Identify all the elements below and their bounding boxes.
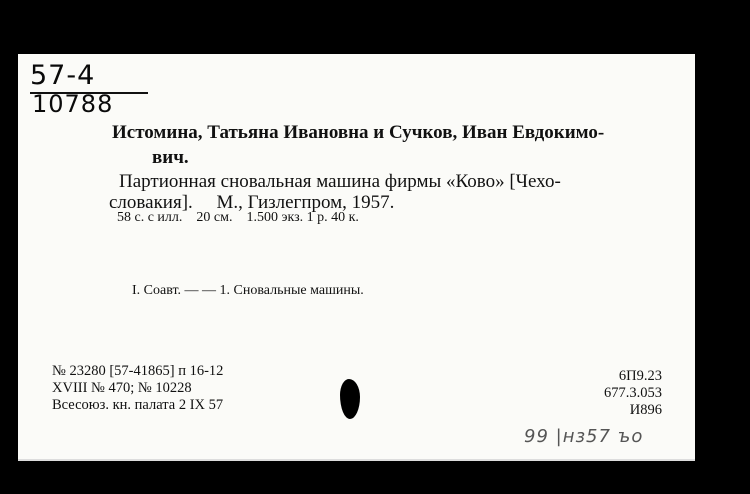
handwritten-note: 99 |нз57 ъо xyxy=(524,426,644,447)
record-line-3: Всесоюз. кн. палата 2 IX 57 xyxy=(52,397,224,413)
handwritten-call-number: 57-4 xyxy=(30,60,96,91)
handwritten-inventory-number: 10788 xyxy=(32,90,114,118)
collation-line: 58 с. с илл. 20 см. 1.500 экз. 1 р. 40 к. xyxy=(117,210,359,225)
record-line-2: XVIII № 470; № 10228 xyxy=(52,380,192,396)
classification-line-2: 677.3.053 xyxy=(604,385,662,401)
ink-blot xyxy=(340,379,360,419)
classification-line-3: И896 xyxy=(629,402,662,418)
author-line-1: Истомина, Татьяна Ивановна и Сучков, Иван Евдокимо- xyxy=(112,122,605,143)
catalog-card xyxy=(18,54,695,461)
title-line-2: словакия]. М., Гизлегпром, 1957. xyxy=(109,192,395,213)
classification-line-1: 6П9.23 xyxy=(618,368,662,384)
author-line-2: вич. xyxy=(152,147,189,168)
record-line-1: № 23280 [57-41865] п 16-12 xyxy=(52,363,224,379)
title-line-1: Партионная сновальная машина фирмы «Ково» [Чехо- xyxy=(119,171,561,192)
tracing-line: I. Соавт. — — 1. Сновальные машины. xyxy=(132,283,364,298)
